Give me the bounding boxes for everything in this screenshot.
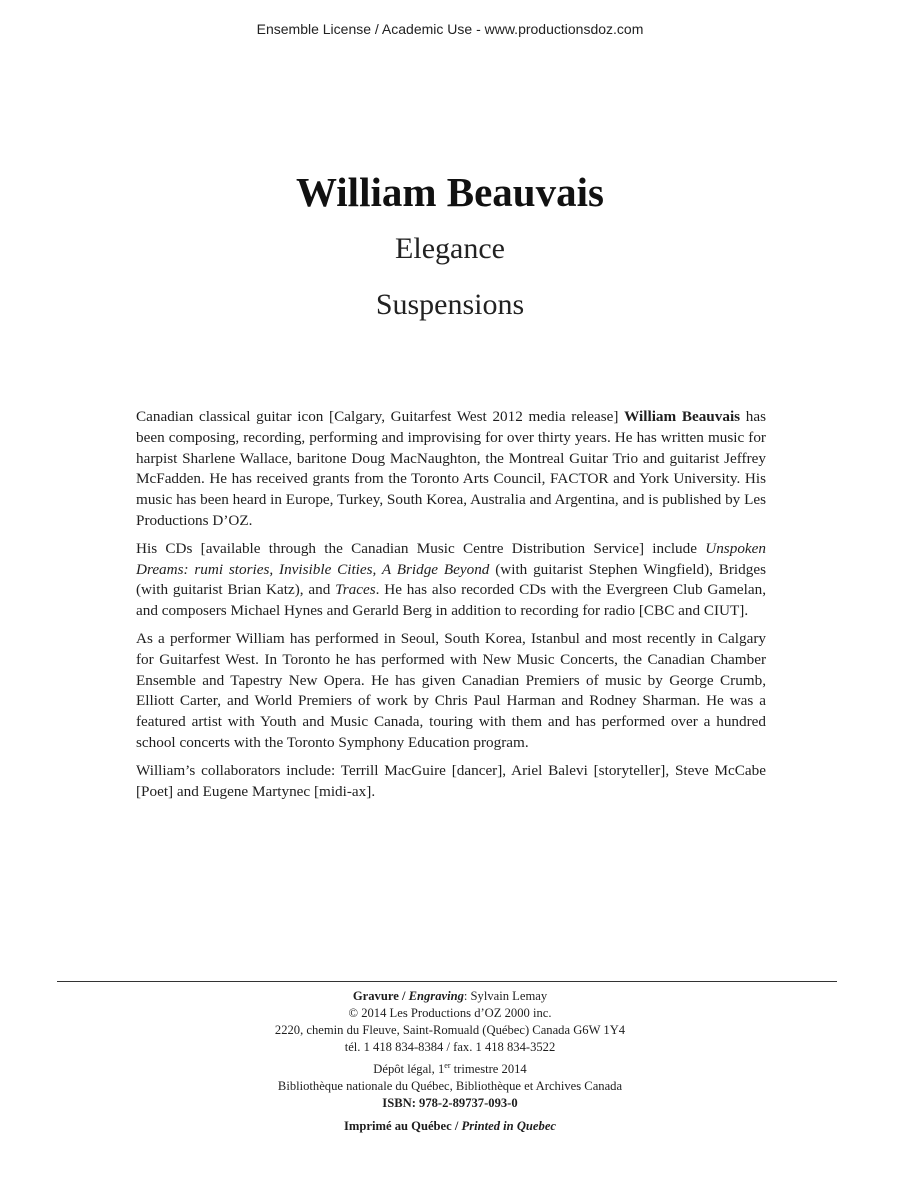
cd-titles: Unspoken Dreams: rumi stories, Invisible Cities, A Bridge Beyond <box>136 539 766 578</box>
composer-name: William Beauvais <box>296 169 604 215</box>
engraving-credit: Gravure / Engraving: Sylvain Lemay <box>352 989 548 1003</box>
legal-deposit: Dépôt légal, 1er trimestre 2014 <box>373 1060 527 1076</box>
printed-in: Imprimé au Québec / Printed in Quebec <box>344 1119 556 1133</box>
publisher-address: 2220, chemin du Fleuve, Saint-Romuald (Québec) Canada G6W 1Y4 <box>274 1023 626 1037</box>
bio-paragraph-1: Canadian classical guitar icon [Calgary, Guitarfest West 2012 media release] William Beauvais has been composing, recording, performing and improvising for over thirty years. He has written music for harpist Sharlene Wallace, baritone Doug MacNaughton, the Montreal Guitar Trio and guitarist Jeffrey McFadden. He has received grants from the Toronto Arts Council, FACTOR and York University. His music has been heard in Europe, Turkey, South Korea, Australia and Argentina, and is published by Les Productions D’OZ. <box>136 408 766 529</box>
cd-title-traces: Traces <box>335 581 376 599</box>
bio-paragraph-3: As a performer William has performed in Seoul, South Korea, Istanbul and most recently in Calgary for Guitarfest West. In Toronto he has performed with New Music Concerts, the Canadian Chamber Ensemble and Tapestry New Opera. He has given Canadian Premiers of music by George Crumb, Elliott Carter, and World Premiers of work by Chris Paul Harman and Rodney Sharman. He was a featured artist with Youth and Music Canada, touring with them and has performed over a hundred school concerts with the Toronto Symphony Education program. <box>136 629 766 751</box>
biography <box>136 407 766 809</box>
copyright-line: © 2014 Les Productions d’OZ 2000 inc. <box>348 1006 552 1020</box>
footer-divider <box>57 981 837 982</box>
publication-credits <box>0 988 900 1135</box>
bio-paragraph-4: William’s collaborators include: Terrill MacGuire [dancer], Ariel Balevi [storyteller], Steve McCabe [Poet] and Eugene Martynec [midi-ax]. <box>136 761 766 800</box>
license-notice: Ensemble License / Academic Use - www.productionsdoz.com <box>256 21 644 37</box>
bio-paragraph-2: His CDs [available through the Canadian Music Centre Distribution Service] include Unspoken Dreams: rumi stories, Invisible Cities, A Bridge Beyond (with guitarist Stephen Wingfield), Bridges (with guitarist Brian Katz), and Traces. He has also recorded CDs with the Evergreen Club Gamelan, and composers Michael Hynes and Gerarld Berg in addition to recording for radio [CBC and CIUT]. <box>136 539 766 620</box>
piece-title-elegance: Elegance <box>395 232 505 265</box>
publisher-phone: tél. 1 418 834-8384 / fax. 1 418 834-3522 <box>344 1040 556 1054</box>
libraries-line: Bibliothèque nationale du Québec, Bibliothèque et Archives Canada <box>277 1079 623 1093</box>
isbn: ISBN: 978-2-89737-093-0 <box>382 1096 518 1110</box>
bio-composer-name: William Beauvais <box>624 408 741 425</box>
piece-title-suspensions: Suspensions <box>375 288 525 321</box>
